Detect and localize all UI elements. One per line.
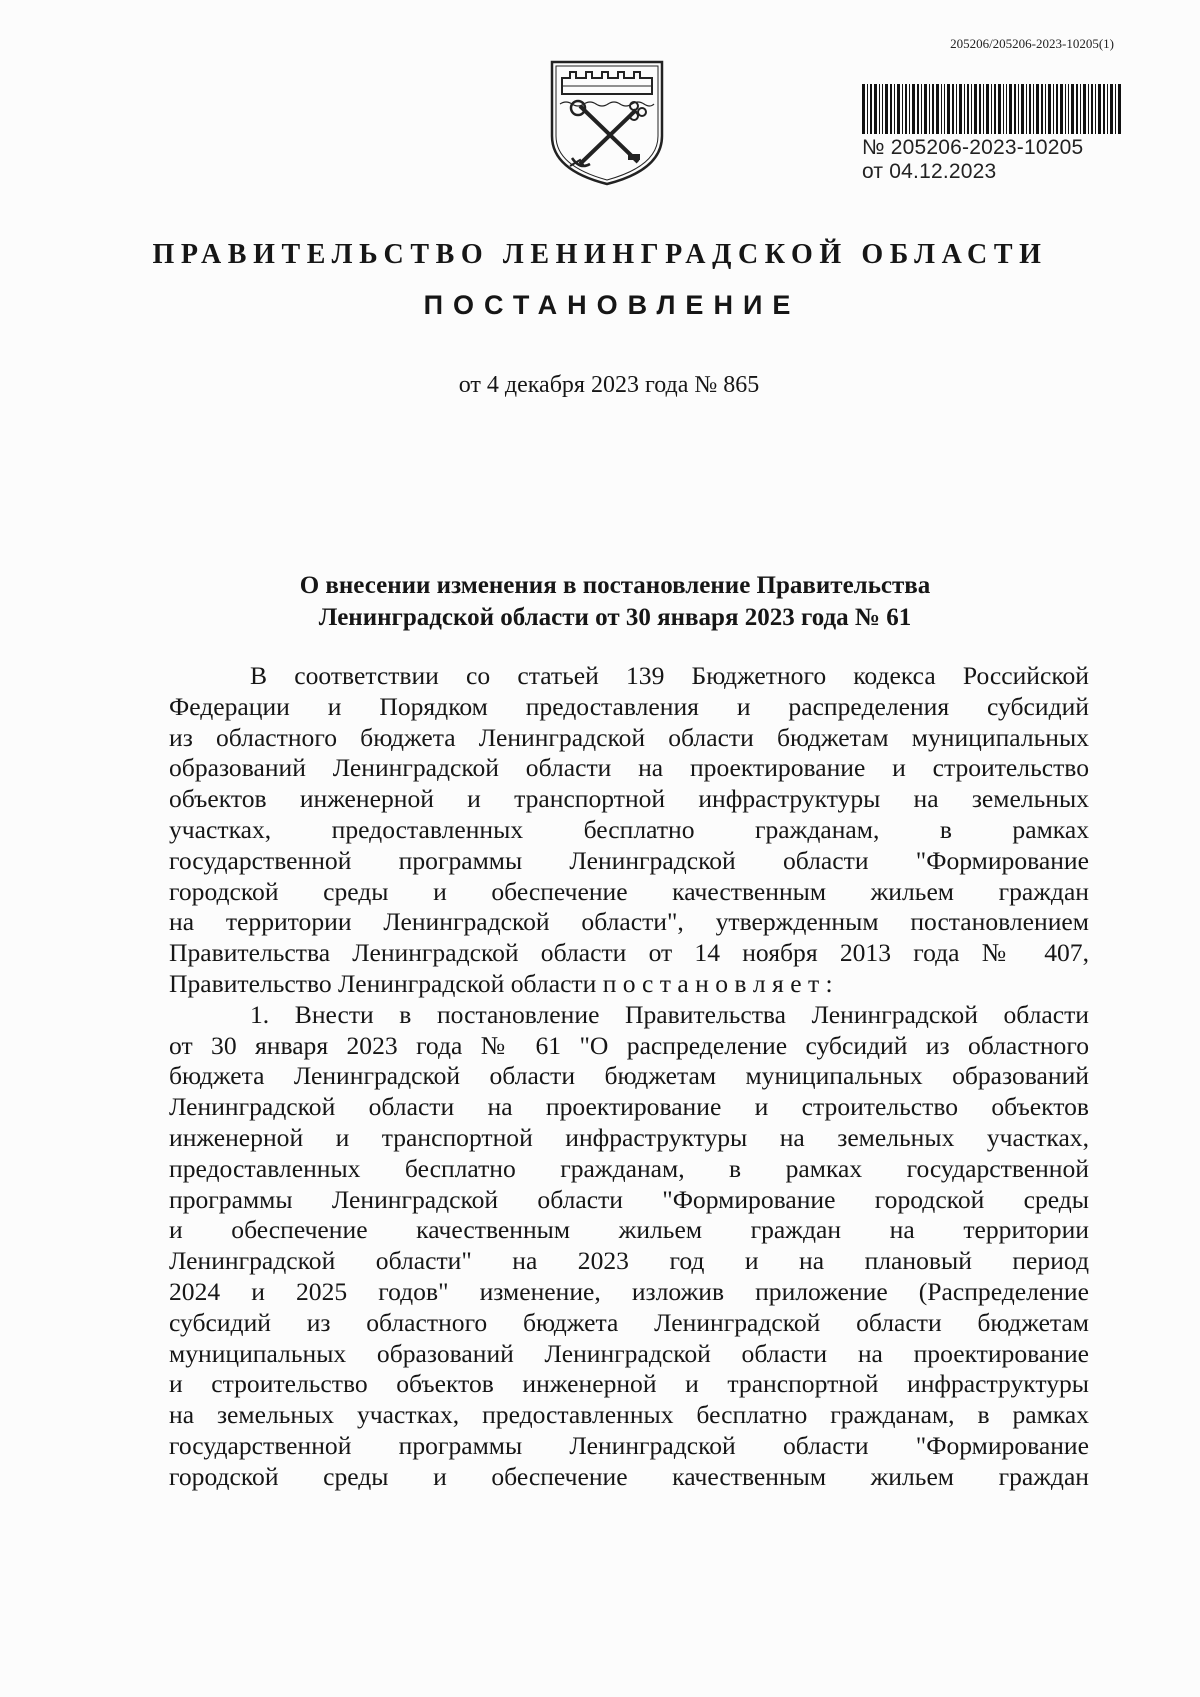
body-line: городской среды и обеспечение качественным жильем граждан: [169, 876, 1089, 906]
document-body: [169, 661, 1089, 1493]
registration-number: № 205206-2023-10205: [862, 136, 1084, 159]
subject-line-1: О внесении изменения в постановление Правительства: [299, 572, 931, 599]
body-line: бюджета Ленинградской области бюджетам муниципальных образований: [169, 1061, 1089, 1091]
body-line: из областного бюджета Ленинградской области бюджетам муниципальных: [169, 722, 1089, 752]
body-line: 2024 и 2025 годов" изменение, изложив приложение (Распределение: [169, 1276, 1089, 1306]
body-line: объектов инженерной и транспортной инфраструктуры на земельных: [169, 784, 1089, 814]
body-line: и строительство объектов инженерной и транспортной инфраструктуры: [169, 1369, 1089, 1399]
body-line: программы Ленинградской области "Формирование городской среды: [169, 1184, 1089, 1214]
body-line: инженерной и транспортной инфраструктуры на земельных участках,: [169, 1122, 1089, 1152]
body-line: участках, предоставленных бесплатно гражданам, в рамках: [169, 814, 1089, 844]
body-line: на земельных участках, предоставленных бесплатно гражданам, в рамках: [169, 1400, 1089, 1430]
body-line: субсидий из областного бюджета Ленинградской области бюджетам: [169, 1307, 1089, 1337]
body-line: Федерации и Порядком предоставления и распределения субсидий: [169, 691, 1089, 721]
document-type: ПОСТАНОВЛЕНИЕ: [423, 290, 801, 320]
government-title: ПРАВИТЕЛЬСТВО ЛЕНИНГРАДСКОЙ ОБЛАСТИ: [152, 239, 1048, 270]
body-line: городской среды и обеспечение качественным жильем граждан: [169, 1461, 1089, 1491]
document-date-number: от 4 декабря 2023 года № 865: [458, 372, 760, 398]
document-subject: [0, 570, 1200, 634]
body-line: муниципальных образований Ленинградской области на проектирование: [169, 1338, 1089, 1368]
registration-date: от 04.12.2023: [862, 160, 997, 183]
body-line: Правительство Ленинградской области п о с т а н о в л я е т :: [169, 968, 833, 998]
body-line: государственной программы Ленинградской области "Формирование: [169, 845, 1089, 875]
coat-of-arms-icon: [548, 58, 666, 186]
body-line: от 30 января 2023 года № 61 "О распределение субсидий из областного: [169, 1030, 1089, 1060]
body-line: Правительства Ленинградской области от 14 ноября 2013 года № 407,: [169, 938, 1089, 968]
subject-line-2: Ленинградской области от 30 января 2023 года № 61: [318, 604, 912, 631]
body-line: предоставленных бесплатно гражданам, в рамках государственной: [169, 1153, 1089, 1183]
body-line: Ленинградской области на проектирование и строительство объектов: [169, 1092, 1089, 1122]
body-line: В соответствии со статьей 139 Бюджетного кодекса Российской: [250, 661, 1089, 690]
body-line: и обеспечение качественным жильем граждан на территории: [169, 1215, 1089, 1245]
body-line: образований Ленинградской области на проектирование и строительство: [169, 753, 1089, 783]
body-line: государственной программы Ленинградской области "Формирование: [169, 1430, 1089, 1460]
body-line: 1. Внести в постановление Правительства Ленинградской области: [250, 999, 1089, 1029]
top-reference-number: 205206/205206-2023-10205(1): [950, 36, 1114, 51]
barcode-icon: [862, 84, 1122, 134]
body-line: Ленинградской области" на 2023 год и на плановый период: [169, 1246, 1089, 1276]
body-line: на территории Ленинградской области", утвержденным постановлением: [169, 907, 1089, 937]
